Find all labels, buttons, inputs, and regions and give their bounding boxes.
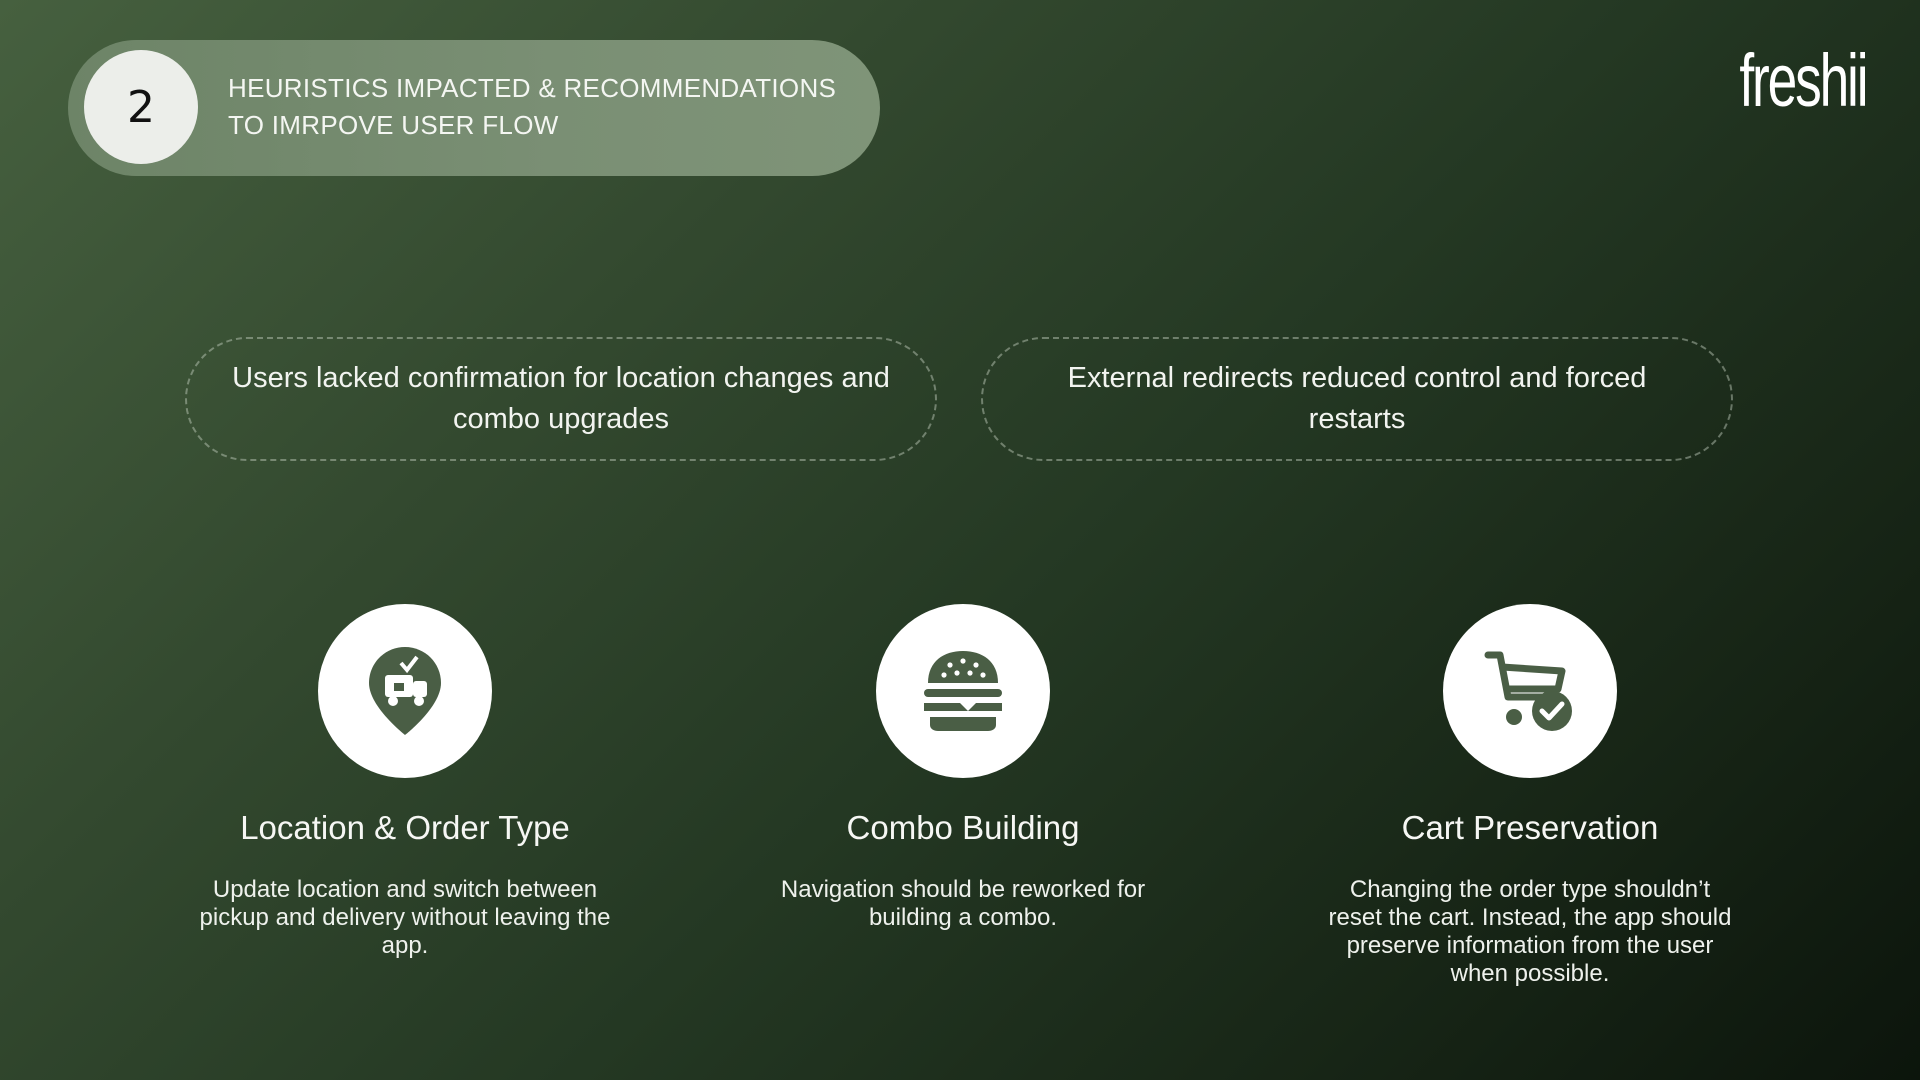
recommendation-title: Cart Preservation	[1401, 809, 1659, 846]
recommendation-title: Location & Order Type	[240, 809, 570, 846]
cart-check-icon	[1443, 604, 1617, 778]
section-title: HEURISTICS IMPACTED & RECOMMENDATIONS TO IMRPOVE USER FLOW	[228, 73, 837, 140]
location-delivery-icon	[318, 604, 492, 778]
issue-text: External redirects reduced control and forced restarts	[1067, 362, 1647, 435]
freshii-logo: freshii	[1738, 39, 1866, 122]
recommendation-combo	[733, 604, 1193, 932]
recommendation-text: Navigation should be reworked for building a combo.	[780, 876, 1146, 931]
section-header	[68, 40, 880, 176]
issue-text: Users lacked confirmation for location changes and combo upgrades	[232, 362, 890, 435]
recommendation-location	[175, 604, 635, 960]
recommendation-text: Changing the order type shouldn’t reset the cart. Instead, the app should preserve information from the user when possible.	[1328, 876, 1732, 987]
issue-card-redirects	[981, 337, 1733, 461]
step-number-badge: 2	[84, 50, 198, 164]
recommendation-cart	[1300, 604, 1760, 988]
recommendation-text: Update location and switch between pickup and delivery without leaving the app.	[199, 876, 611, 959]
issue-card-confirmation	[185, 337, 937, 461]
burger-icon	[876, 604, 1050, 778]
recommendation-title: Combo Building	[846, 809, 1080, 846]
